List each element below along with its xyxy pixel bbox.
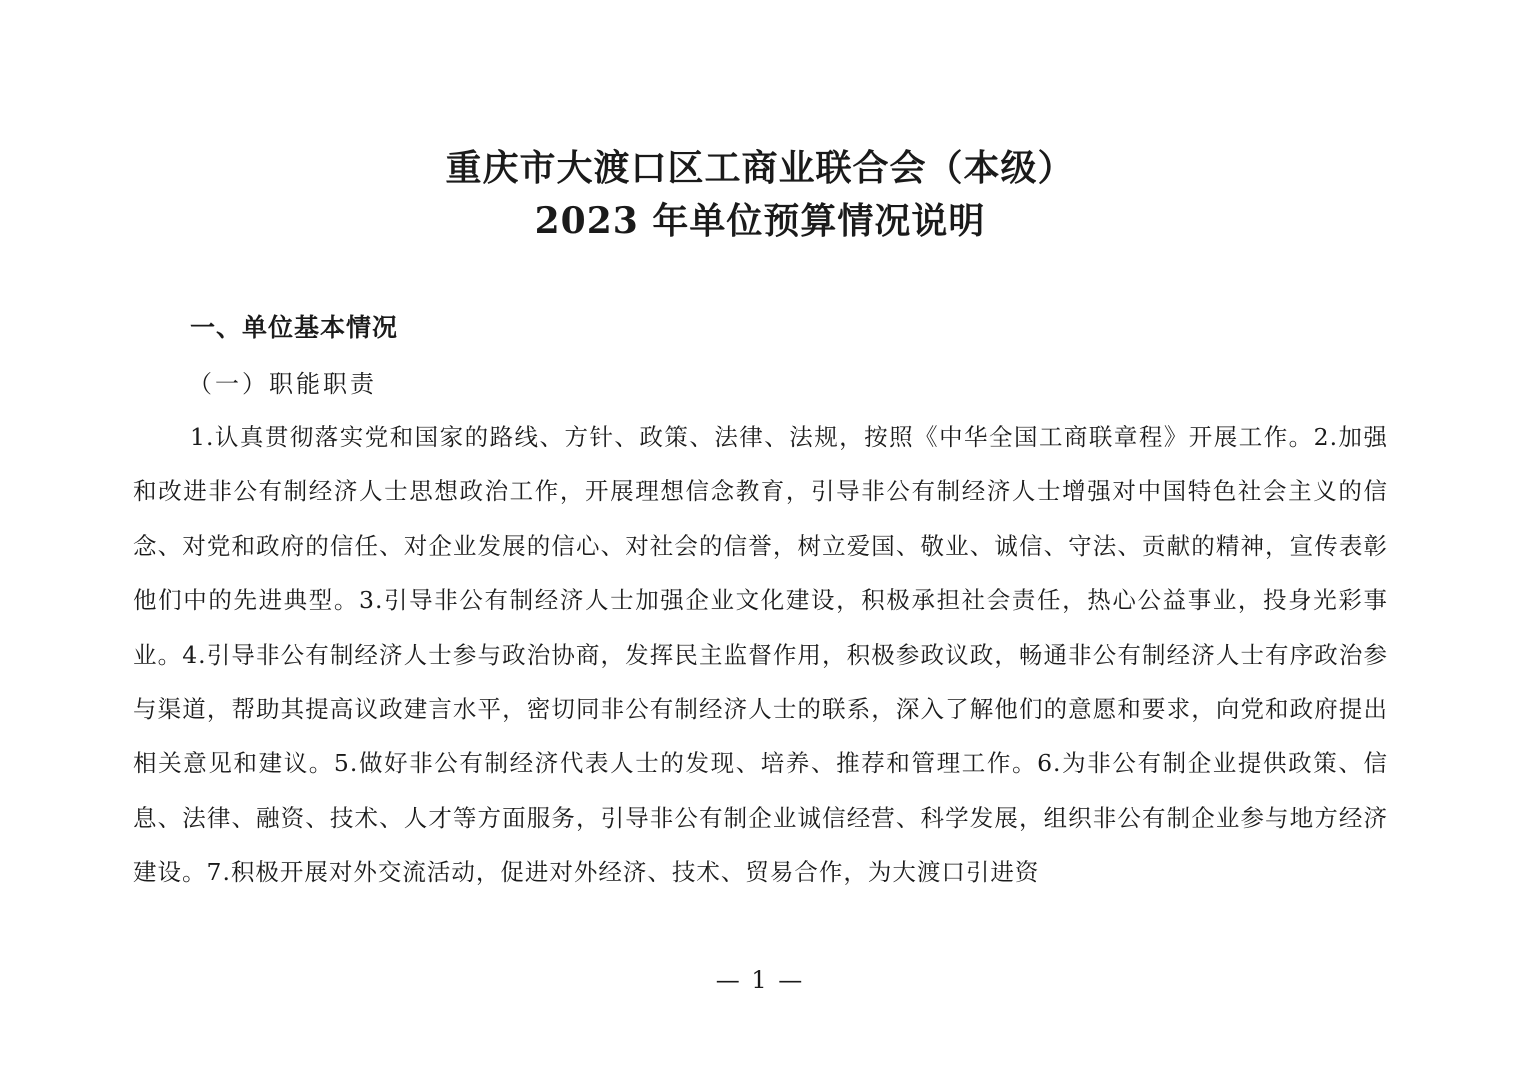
page-number: — 1 —	[715, 966, 805, 994]
document-title-line-2: 2023 年单位预算情况说明	[534, 200, 986, 242]
document-title-line-1: 重庆市大渡口区工商业联合会（本级）	[445, 147, 1075, 189]
subsection-heading: （一）职能职责	[188, 370, 377, 398]
body-paragraph: 1.认真贯彻落实党和国家的路线、方针、政策、法律、法规，按照《中华全国工商联章程》开展工作。2.加强和改进非公有制经济人士思想政治工作，开展理想信念教育，引导非公有制经济人士增强对中国特色社会主义的信念、对党和政府的信任、对企业发展的信心、对社会的信誉，树立爱国、敬业、诚信、守法、贡献的精神，宣传表彰他们中的先进典型。3.引导非公有制经济人士加强企业文化建设，积极承担社会责任，热心公益事业，投身光彩事业。4.引导非公有制经济人士参与政治协商，发挥民主监督作用，积极参政议政，畅通非公有制经济人士有序政治参与渠道，帮助其提高议政建言水平，密切同非公有制经济人士的联系，深入了解他们的意愿和要求，向党和政府提出相关意见和建议。5.做好非公有制经济代表人士的发现、培养、推荐和管理工作。6.为非公有制企业提供政策、信息、法律、融资、技术、人才等方面服务，引导非公有制企业诚信经营、科学发展，组织非公有制企业参与地方经济建设。7.积极开展对外交流活动，促进对外经济、技术、贸易合作，为大渡口引进资	[133, 423, 1388, 887]
section-heading: 一、单位基本情况	[190, 313, 399, 342]
